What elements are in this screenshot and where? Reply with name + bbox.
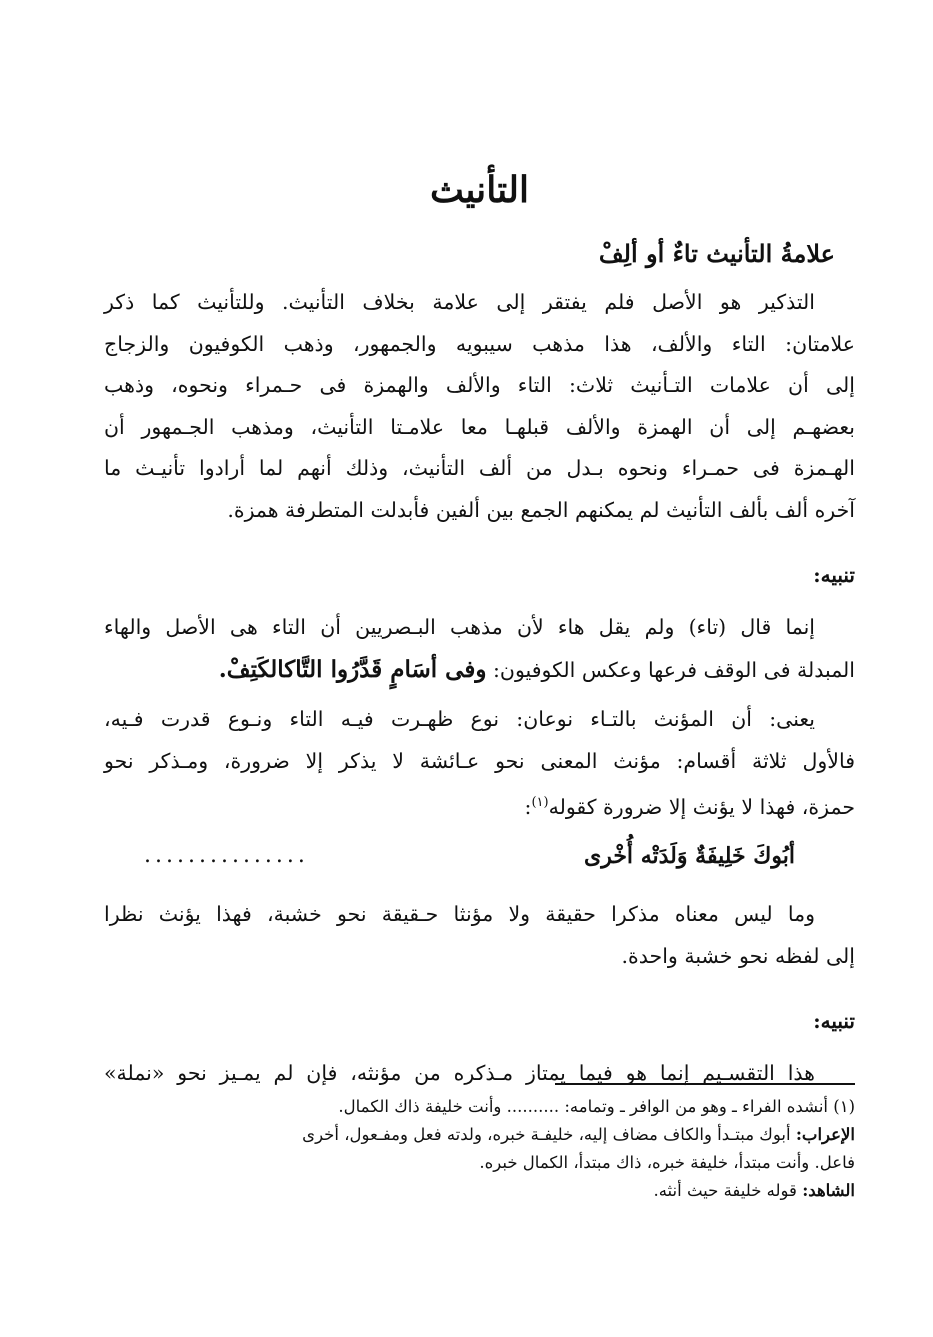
paragraph-1-line: بعضهـم إلى أن الهمزة والألف قبلهـا معا علامـتا التأنيث، ومذهب الجـمهور أن bbox=[104, 414, 855, 439]
paragraph-2 bbox=[104, 607, 855, 691]
paragraph-4-line: إلى لفظه نحو خشبة واحدة. bbox=[621, 943, 855, 968]
note-heading-2: تنبيه: bbox=[813, 1009, 855, 1034]
verse-dots: ............... bbox=[144, 843, 309, 869]
shahid-text: قوله خليفة حيث أنثه. bbox=[653, 1181, 803, 1200]
footnote-ref: (١) bbox=[531, 795, 549, 810]
paragraph-3-line: فالأول ثلاثة أقسام: مؤنث المعنى نحو عـائشة لا يذكر إلا ضرورة، ومـذكر نحو bbox=[104, 748, 855, 773]
paragraph-3-text: حمزة، فهذا لا يؤنث إلا ضرورة كقوله bbox=[548, 794, 855, 819]
paragraph-5-line: هذا التقسـيم إنما هو فيما يمتاز مـذكره من مؤنثه، فإن لم يمـيز نحو «نملة» bbox=[104, 1061, 815, 1086]
paragraph-1-line: الهـمزة فى حمـراء ونحوه بـدل من ألف التأنيث، وذلك أنهم لما أرادوا تأنيـث ما bbox=[104, 456, 855, 480]
paragraph-2-text: المبدلة فى الوقف فرعها وعكس الكوفيون: bbox=[492, 657, 855, 682]
paragraph-2-line: إنما قال (تاء) ولم يقل هاء لأن مذهب البـصريين أن التاء هى الأصل والهاء bbox=[104, 615, 815, 639]
paragraph-3 bbox=[104, 699, 855, 828]
verse-text: أبُوكَ خَلِيفَةٌ وَلَدَتْه أُخْرى bbox=[583, 843, 795, 870]
paragraph-4-line: وما ليس معناه مذكرا حقيقة ولا مؤنثا حـقيقة نحو خشبة، فهذا يؤنث نظرا bbox=[104, 902, 815, 927]
irab-label: الإعراب: bbox=[795, 1125, 855, 1144]
alfiyya-quote: وفى أسَامٍ قَدَّرُوا التَّاكالكَتِفْ. bbox=[218, 655, 487, 683]
shahid-label: الشاهد: bbox=[802, 1181, 855, 1200]
paragraph-2-line bbox=[104, 649, 855, 692]
paragraph-1-line: آخره ألف بألف التأنيث لم يمكنهم الجمع بين ألفين فأبدلت المتطرفة همزة. bbox=[227, 497, 855, 522]
paragraph-1-line: علامتان: التاء والألف، هذا مذهب سيبويه والجمهور، وذهب الكوفيون والزجاج bbox=[104, 331, 855, 356]
footnote-irab bbox=[104, 1121, 855, 1149]
verse-line bbox=[104, 834, 855, 878]
footnote-1: (١) أنشده الفراء ـ وهو من الوافر ـ وتمامه: .......... وأنت خليفة ذاك الكمال. bbox=[338, 1097, 855, 1116]
footnote-shahid bbox=[104, 1177, 855, 1205]
paragraph-1-line: التذكير هو الأصل فلم يفتقر إلى علامة بخلاف التأنيث. وللتأنيث كما ذكر bbox=[104, 290, 815, 314]
paragraph-4 bbox=[104, 894, 855, 977]
paragraph-1-line: إلى أن علامات التـأنيث ثلاث: التاء والألف والهمزة فى حـمراء ونحوه، وذهب bbox=[104, 373, 855, 397]
footnote-divider bbox=[555, 1083, 855, 1085]
paragraph-3-line: يعنى: أن المؤنث بالتـاء نوعان: نوع ظهـرت فيـه التاء ونـوع قدرت فـيه، bbox=[104, 707, 815, 731]
section-heading: علامةُ التأنيث تاءٌ أو ألِفْ bbox=[598, 239, 835, 268]
footnote-irab-cont: فاعل. وأنت مبتدأ، خليفة خبره، ذاك مبتدأ، الكمال خبره. bbox=[479, 1153, 855, 1172]
paragraph-1 bbox=[104, 282, 855, 531]
paragraph-3-line bbox=[104, 782, 855, 828]
note-heading-1: تنبيه: bbox=[813, 563, 855, 587]
irab-text: أبوك مبتـدأ والكاف مضاف إليه، خليفـة خبره، ولدته فعل ومفـعول، أخرى bbox=[302, 1125, 796, 1144]
paragraph-5 bbox=[104, 1053, 855, 1095]
paragraph-3-colon: : bbox=[524, 794, 532, 819]
footnotes bbox=[104, 1093, 855, 1205]
page-title: التأنيث bbox=[429, 169, 530, 211]
